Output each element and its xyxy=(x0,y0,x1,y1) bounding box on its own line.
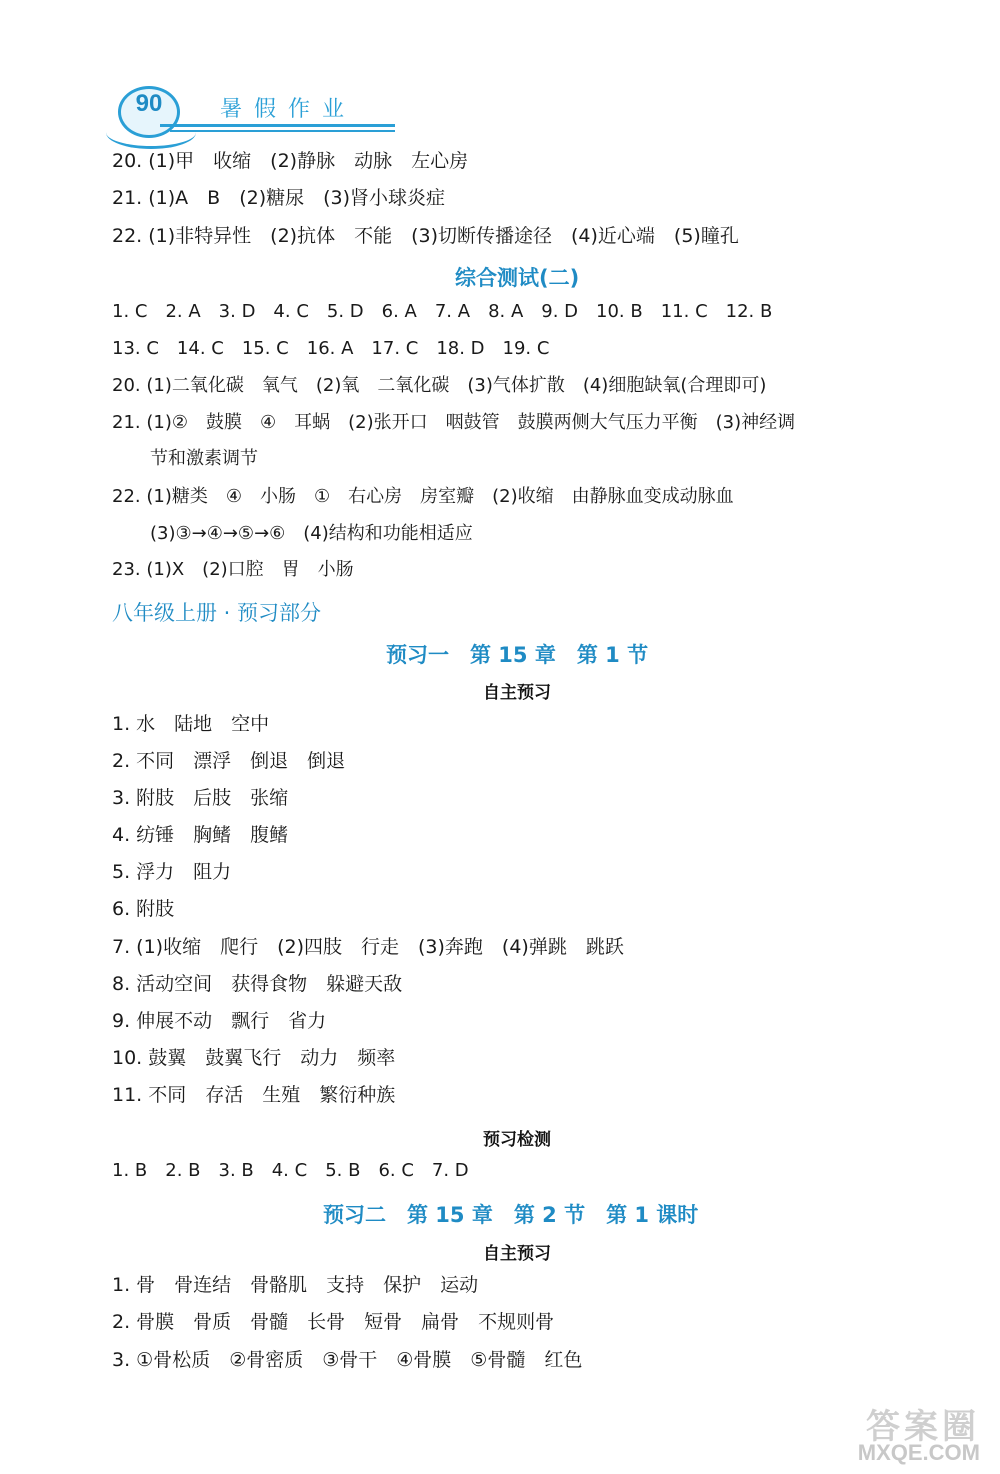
subsection-title: 自主预习 xyxy=(483,1244,551,1264)
list-item: 7. (1)收缩 爬行 (2)四肢 行走 (3)奔跑 (4)弹跳 跳跃 xyxy=(112,936,624,958)
list-item: 2. 骨膜 骨质 骨髓 长骨 短骨 扁骨 不规则骨 xyxy=(112,1311,555,1333)
subsection-title: 自主预习 xyxy=(483,683,551,703)
answer-line: 21. (1)A B (2)糖尿 (3)肾小球炎症 xyxy=(112,187,446,209)
answer-line: 21. (1)② 鼓膜 ④ 耳蜗 (2)张开口 咽鼓管 鼓膜两侧大气压力平衡 (3)神经调 xyxy=(112,412,796,433)
preview-title: 预习二 第 15 章 第 2 节 第 1 课时 xyxy=(323,1203,699,1227)
list-item: 8. 活动空间 获得食物 躲避天敌 xyxy=(112,973,403,995)
list-item: 1. 骨 骨连结 骨骼肌 支持 保护 运动 xyxy=(112,1274,479,1296)
answer-line: 1. B 2. B 3. B 4. C 5. B 6. C 7. D xyxy=(112,1160,469,1181)
answer-line: 1. C 2. A 3. D 4. C 5. D 6. A 7. A 8. A 9. D 10. B 11. C 12. B xyxy=(112,301,773,322)
watermark xyxy=(857,1408,980,1466)
watermark-url: MXQE.COM xyxy=(857,1440,980,1465)
answer-line: 20. (1)甲 收缩 (2)静脉 动脉 左心房 xyxy=(112,150,469,172)
answer-line: 23. (1)X (2)口腔 胃 小肠 xyxy=(112,559,354,580)
watermark-logo: 答案圈 xyxy=(866,1408,980,1446)
preview-title: 预习一 第 15 章 第 1 节 xyxy=(386,643,649,667)
part-title: 八年级上册 · 预习部分 xyxy=(112,601,322,625)
answer-line-continued: (3)③→④→⑤→⑥ (4)结构和功能相适应 xyxy=(150,523,473,544)
list-item: 6. 附肢 xyxy=(112,898,175,920)
list-item: 5. 浮力 阻力 xyxy=(112,861,232,883)
list-item: 9. 伸展不动 飘行 省力 xyxy=(112,1010,327,1032)
answer-line: 20. (1)二氧化碳 氧气 (2)氧 二氧化碳 (3)气体扩散 (4)细胞缺氧(合理即可) xyxy=(112,375,767,396)
list-item: 3. ①骨松质 ②骨密质 ③骨干 ④骨膜 ⑤骨髓 红色 xyxy=(112,1349,583,1371)
header-rule xyxy=(160,124,395,127)
header-rule-secondary xyxy=(170,130,395,132)
section-title: 综合测试(二) xyxy=(455,266,580,290)
header-title: 暑假作业 xyxy=(220,97,357,122)
list-item: 2. 不同 漂浮 倒退 倒退 xyxy=(112,750,346,772)
list-item: 3. 附肢 后肢 张缩 xyxy=(112,787,289,809)
list-item: 1. 水 陆地 空中 xyxy=(112,713,270,735)
answer-line: 13. C 14. C 15. C 16. A 17. C 18. D 19. C xyxy=(112,338,550,359)
answer-line: 22. (1)糖类 ④ 小肠 ① 右心房 房室瓣 (2)收缩 由静脉血变成动脉血 xyxy=(112,486,734,507)
page-number: 90 xyxy=(135,90,163,117)
list-item: 11. 不同 存活 生殖 繁衍种族 xyxy=(112,1084,396,1106)
answer-line: 22. (1)非特异性 (2)抗体 不能 (3)切断传播途径 (4)近心端 (5)瞳孔 xyxy=(112,225,739,247)
list-item: 4. 纺锤 胸鳍 腹鳍 xyxy=(112,824,289,846)
list-item: 10. 鼓翼 鼓翼飞行 动力 频率 xyxy=(112,1047,396,1069)
answer-line-continued: 节和激素调节 xyxy=(150,448,258,469)
page-header xyxy=(100,80,400,150)
subsection-title: 预习检测 xyxy=(483,1130,551,1150)
